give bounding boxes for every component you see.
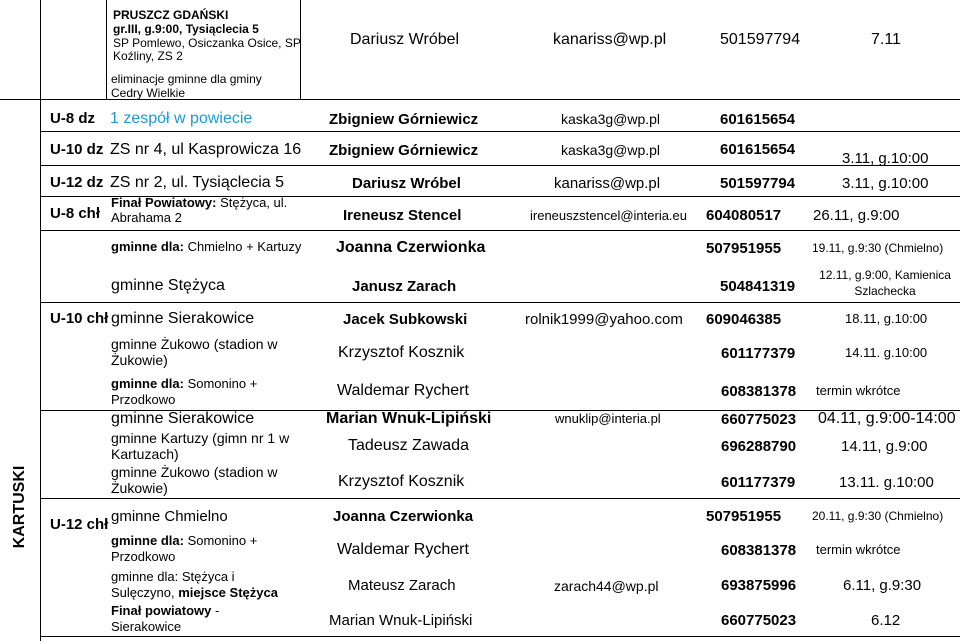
category-cell: U-12 chł	[50, 516, 109, 533]
venue-cell: gminne Sierakowice	[111, 410, 255, 427]
venue-cell: eliminacje gminne dla gminy Cedry Wielkie	[111, 72, 262, 100]
phone-cell: 601615654	[720, 141, 796, 158]
email-cell: wnuklip@interia.pl	[555, 411, 661, 426]
date-cell: 7.11	[871, 31, 901, 48]
venue-cell: gminne dla: Chmielno + Kartuzy	[111, 239, 302, 254]
email-cell: kaska3g@wp.pl	[561, 111, 661, 127]
person-cell: Marian Wnuk-Lipiński	[326, 410, 492, 427]
person-cell: Marian Wnuk-Lipiński	[329, 612, 473, 629]
date-cell: 14.11, g.9:00	[841, 438, 928, 455]
phone-cell: 501597794	[720, 175, 796, 192]
person-cell: Ireneusz Stencel	[343, 207, 462, 224]
venue-cell: 1 zespół w powiecie	[110, 110, 253, 127]
email-cell: kaska3g@wp.pl	[561, 142, 661, 158]
venue-cell: gminne Sierakowice	[111, 310, 255, 327]
phone-cell: 601615654	[720, 111, 796, 128]
category-cell: U-8 chł	[50, 205, 101, 222]
venue-cell: gminne dla: Stężyca i Sulęczyno, miejsce Stężyca	[111, 569, 278, 601]
date-cell: 13.11. g.10:00	[839, 474, 934, 491]
phone-cell: 693875996	[721, 577, 797, 594]
date-cell: 6.12	[871, 612, 901, 629]
date-cell: 20.11, g.9:30 (Chmielno)	[812, 509, 944, 523]
person-cell: Waldemar Rychert	[337, 541, 469, 558]
person-cell: Dariusz Wróbel	[352, 175, 461, 192]
date-cell: termin wkrótce	[816, 542, 901, 557]
phone-cell: 608381378	[721, 542, 797, 559]
row-line	[40, 165, 960, 166]
venue-cell: gminne Kartuzy (gimn nr 1 w Kartuzach)	[111, 430, 290, 463]
row-line	[40, 131, 960, 132]
venue-cell: ZS nr 2, ul. Tysiąclecia 5	[110, 174, 284, 191]
email-cell: zarach44@wp.pl	[554, 578, 659, 594]
phone-cell: 507951955	[706, 508, 782, 525]
phone-cell: 501597794	[720, 31, 801, 48]
category-cell: U-12 dz	[50, 174, 104, 191]
venue-cell: gminne Chmielno	[111, 508, 228, 525]
category-cell: U-10 dz	[50, 141, 104, 158]
date-cell: 04.11, g.9:00-14:00	[818, 410, 956, 427]
date-cell: 3.11, g.10:00	[842, 175, 929, 192]
phone-cell: 601177379	[721, 474, 796, 491]
row-line	[40, 498, 960, 499]
email-cell: rolnik1999@yahoo.com	[525, 311, 683, 328]
vertical-line-left	[40, 0, 41, 641]
person-cell: Zbigniew Górniewicz	[329, 142, 479, 159]
region-label: KARTUSKI	[11, 465, 28, 549]
row-line	[40, 230, 960, 231]
person-cell: Joanna Czerwionka	[333, 508, 474, 525]
person-cell: Jacek Subkowski	[343, 311, 468, 328]
venue-cell: PRUSZCZ GDAŃSKI gr.III, g.9:00, Tysiąclecia 5 SP Pomlewo, Osiczanka Osice, SP Koźliny, ZS 2	[113, 8, 301, 64]
date-cell: 3.11, g.10:00	[842, 150, 929, 167]
venue-cell: gminne dla: Somonino + Przodkowo	[111, 376, 258, 408]
person-cell: Tadeusz Zawada	[348, 437, 469, 454]
date-cell: 12.11, g.9:00, Kamienica Szlachecka	[819, 268, 951, 298]
phone-cell: 601177379	[721, 345, 796, 362]
date-cell: 26.11, g.9:00	[813, 207, 900, 224]
phone-cell: 660775023	[721, 612, 797, 629]
phone-cell: 608381378	[721, 383, 797, 400]
venue-cell: gminne Żukowo (stadion w Żukowie)	[111, 464, 278, 497]
phone-cell: 604080517	[706, 207, 782, 224]
venue-cell: Finał powiatowy - Sierakowice	[111, 603, 220, 635]
phone-cell: 696288790	[721, 438, 797, 455]
venue-cell: gminne Stężyca	[111, 277, 225, 294]
venue-cell: ZS nr 4, ul Kasprowicza 16	[110, 141, 302, 158]
email-cell: ireneuszstencel@interia.eu	[530, 208, 688, 223]
row-line	[40, 302, 960, 303]
date-cell: 6.11, g.9:30	[843, 577, 922, 594]
category-cell: U-10 chł	[50, 310, 109, 327]
person-cell: Mateusz Zarach	[348, 577, 456, 594]
venue-cell: gminne dla: Somonino + Przodkowo	[111, 533, 258, 565]
phone-cell: 507951955	[706, 240, 782, 257]
person-cell: Joanna Czerwionka	[336, 239, 486, 256]
email-cell: kanariss@wp.pl	[554, 175, 661, 192]
person-cell: Zbigniew Górniewicz	[329, 111, 479, 128]
date-cell: 18.11, g.10:00	[845, 311, 928, 326]
person-cell: Waldemar Rychert	[337, 382, 469, 399]
category-cell: U-8 dz	[50, 110, 95, 127]
vertical-line-cat	[106, 0, 107, 100]
person-cell: Krzysztof Kosznik	[338, 344, 465, 361]
person-cell: Krzysztof Kosznik	[338, 473, 465, 490]
email-cell: kanariss@wp.pl	[553, 31, 667, 48]
person-cell: Janusz Zarach	[352, 278, 457, 295]
phone-cell: 609046385	[706, 311, 782, 328]
date-cell: termin wkrótce	[816, 383, 901, 398]
date-cell: 19.11, g.9:30 (Chmielno)	[812, 241, 944, 255]
venue-cell: Finał Powiatowy: Stężyca, ul. Abrahama 2	[111, 195, 288, 225]
date-cell: 14.11. g.10:00	[845, 345, 928, 360]
phone-cell: 504841319	[720, 278, 796, 295]
venue-cell: gminne Żukowo (stadion w Żukowie)	[111, 336, 278, 369]
person-cell: Dariusz Wróbel	[350, 31, 460, 48]
row-line	[40, 636, 960, 637]
phone-cell: 660775023	[721, 411, 797, 428]
